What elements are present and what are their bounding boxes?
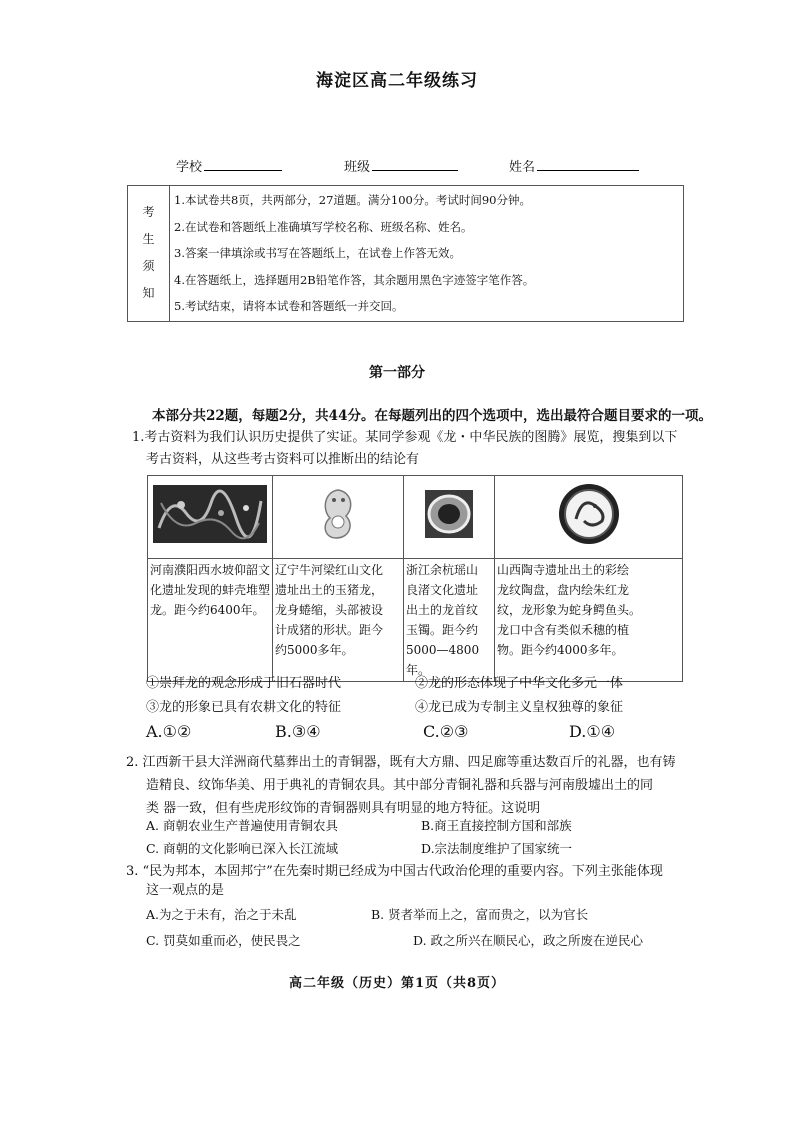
name-field	[509, 156, 639, 175]
page-title: 海淀区高二年级练习	[316, 71, 478, 91]
school-field	[176, 156, 282, 175]
q1-statement-3: ③龙的形象已具有农耕文化的特征	[146, 700, 342, 715]
artifact-image-dragon-plate	[495, 476, 683, 559]
notice-item: 5.考试结束，请将本试卷和答题纸一并交回。	[174, 299, 404, 313]
notice-item: 4.在答题纸上，选择题用2B铅笔作答，其余题用黑色字迹签字笔作答。	[174, 272, 535, 287]
q2-option-d[interactable]: D.宗法制度维护了国家统一	[421, 841, 573, 856]
exam-notice-table	[127, 185, 684, 322]
artifact-image-jade-bracelet	[404, 476, 495, 559]
notice-item: 1.本试卷共8页，共两部分，27道题。满分100分。考试时间90分钟。	[174, 193, 532, 207]
notice-side-label: 考 生 须 知	[128, 186, 170, 322]
name-label: 姓名	[509, 160, 536, 175]
page-footer: 高二年级（历史）第1页（共8页）	[288, 976, 506, 991]
q2-stem-line2: 造精良、纹饰华美、用于典礼的青铜农具。其中部分青铜礼器和兵器与河南殷墟出土的同	[146, 778, 654, 793]
q1-stem-line1: 1.考古资料为我们认识历史提供了实证。某同学参观《龙・中华民族的图腾》展览，搜集到以下	[132, 430, 678, 445]
artifact-caption-1: 河南濮阳西水坡仰韶文 化遗址发现的蚌壳堆塑 龙。距今约6400年。	[148, 559, 273, 682]
part-title: 第一部分	[369, 365, 425, 381]
q3-option-b[interactable]: B. 贤者举而上之，富而贵之，以为官长	[371, 907, 589, 922]
q1-option-a[interactable]: A.①②	[146, 722, 192, 741]
artifact-caption-2: 辽宁牛河梁红山文化 遗址出土的玉猪龙， 龙身蜷缩，头部被设 计成猪的形状。距今 约5000多年。	[273, 559, 404, 682]
q3-stem-line1: 3. “民为邦本，本固邦宁”在先秦时期已经成为中国古代政治伦理的重要内容。下列主张能体现	[126, 864, 663, 879]
q3-stem-line2: 这一观点的是	[146, 883, 225, 898]
artifact-caption-4: 山西陶寺遗址出土的彩绘 龙纹陶盘，盘内绘朱红龙 纹，龙形象为蛇身鳄鱼头。 龙口中含有类似禾穗的植 物。距今约4000多年。	[495, 559, 683, 682]
q1-statement-4: ④龙已成为专制主义皇权独尊的象征	[415, 700, 624, 715]
school-blank[interactable]	[204, 158, 282, 171]
notice-item: 3.答案一律填涂或书写在答题纸上，在试卷上作答无效。	[174, 246, 461, 260]
artifact-image-shell-dragon	[148, 476, 273, 559]
class-blank[interactable]	[372, 158, 458, 171]
q3-option-a[interactable]: A.为之于未有，治之于未乱	[146, 907, 297, 922]
class-label: 班级	[344, 160, 371, 175]
q1-stem-line2: 考古资料，从这些考古资料可以推断出的结论有	[146, 452, 420, 467]
q1-option-d[interactable]: D.①④	[569, 722, 616, 741]
part-instruction: 本部分共22题，每题2分，共44分。在每题列出的四个选项中，选出最符合题目要求的一项。	[152, 408, 712, 424]
school-label: 学校	[176, 160, 203, 175]
q1-option-b[interactable]: B.③④	[275, 722, 321, 741]
q2-stem-line1: 2. 江西新干县大洋洲商代墓葬出土的青铜器，既有大方鼎、四足廊等重达数百斤的礼器，也有铸	[126, 755, 676, 770]
q2-option-c[interactable]: C. 商朝的文化影响已深入长江流域	[146, 841, 339, 856]
q1-statement-1: ①崇拜龙的观念形成于旧石器时代	[146, 676, 342, 691]
artifact-image-jade-pig-dragon	[273, 476, 404, 559]
q1-artifact-table	[147, 475, 683, 682]
q2-stem-line3: 类 器一致，但有些虎形纹饰的青铜器则具有明显的地方特征。这说明	[146, 801, 541, 816]
q1-statement-2: ②龙的形态体现了中华文化多元一体	[415, 676, 624, 691]
q2-option-a[interactable]: A. 商朝农业生产普遍使用青铜农具	[146, 818, 338, 833]
notice-item: 2.在试卷和答题纸上准确填写学校名称、班级名称、姓名。	[174, 219, 473, 234]
q3-option-d[interactable]: D. 政之所兴在顺民心，政之所废在逆民心	[413, 933, 644, 948]
artifact-caption-3: 浙江余杭瑶山 良渚文化遗址 出土的龙首纹 玉镯。距今约 5000—4800年。	[404, 559, 495, 682]
q3-option-c[interactable]: C. 罚莫如重而必，使民畏之	[146, 933, 301, 948]
notice-items	[170, 186, 684, 322]
class-field	[344, 156, 458, 175]
q2-option-b[interactable]: B.商王直接控制方国和部族	[421, 818, 572, 833]
q1-option-c[interactable]: C.②③	[423, 722, 469, 741]
name-blank[interactable]	[537, 158, 639, 171]
